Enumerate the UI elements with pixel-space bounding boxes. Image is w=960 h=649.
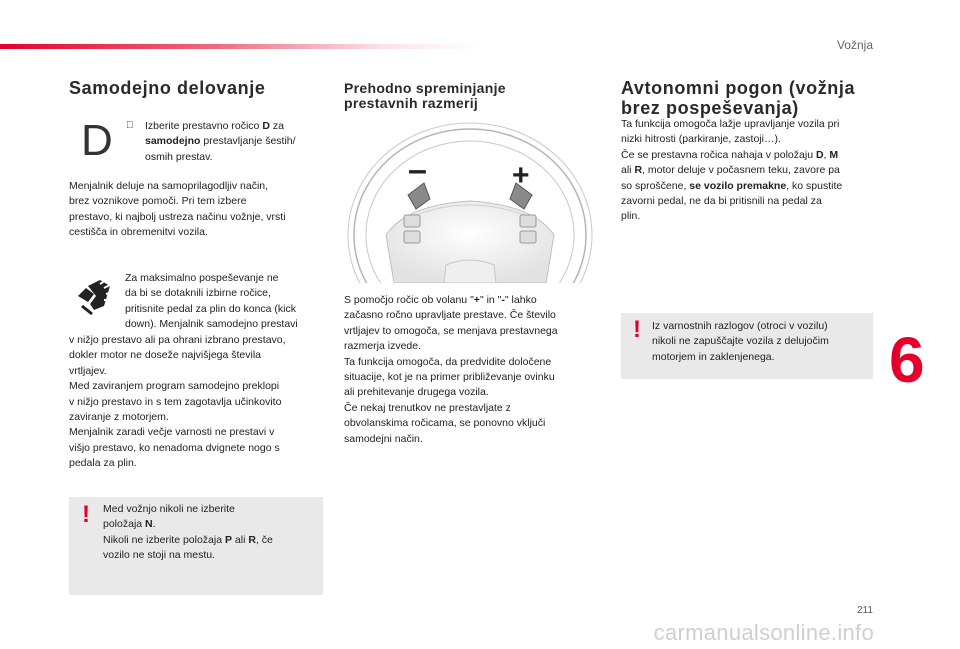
- paddles-text: S pomočjo ročic ob volanu "+" in "-" lahko začasno ročno upravljate prestave. Če število vrtljajev to omogoča, se menjava prestavnega razmerja izvede. Ta funkcija omogoča, da predvidite določene situacije, kot je na primer približevanje ovinku ali prehitevanje drugega vozila. Če nekaj trenutkov ne prestavljate z obvolanskima ročicama, se ponovno vključi samodejni način.: [344, 294, 558, 445]
- kickdown-text-indented: Za maksimalno pospeševanje ne da bi se dotaknili izbirne ročice, pritisnite pedal za plin do konca (kick down). Menjalnik samodejno prestavi: [125, 272, 298, 331]
- kickdown-pedal-icon: [74, 276, 118, 316]
- kickdown-text: v nižjo prestavo ali pa ohrani izbrano prestavo, dokler motor ne doseže najvišjega števila vrtljajev. Med zaviranjem program samodejno preklopi v nižjo prestavo in s tem zagotavlja učinkovito zaviranje z motorjem. Menjalnik zaradi večje varnosti ne prestavi v višjo prestavo, ko nenadoma dvignete nogo s pedala za plin.: [69, 334, 286, 470]
- plus-paddle-label: +: [512, 159, 530, 192]
- section-title: Vožnja: [836, 38, 873, 52]
- bullet-icon: [126, 120, 134, 131]
- warning-text-gear-selection: Med vožnjo nikoli ne izberite položaja N. Nikoli ne izberite položaja P ali R, če vozilo ne stoji na mestu.: [103, 503, 273, 562]
- header-accent-bar: [0, 44, 480, 49]
- warning-icon-2: !: [633, 316, 641, 343]
- creep-text: Ta funkcija omogoča lažje upravljanje vozila pri nizki hitrosti (parkiranje, zastoji…). Če se prestavna ročica nahaja v položaju D, M ali R, motor deluje v počasnem teku, zavore pa so sproščene, se vozilo premakne, ko spustite zavorni pedal, ne da bi pritisnili na pedal za plin.: [621, 118, 843, 223]
- watermark: carmanualsonline.info: [653, 620, 874, 645]
- warning-icon: !: [82, 501, 90, 528]
- paragraph-adaptive: Menjalnik deluje na samoprilagodljiv način, brez voznikove pomoči. Pri tem izbere prestavo, ki najbolj ustreza načinu vožnje, vrsti cestišča in obremenitvi vozila.: [69, 180, 286, 239]
- minus-paddle-label: –: [408, 151, 427, 189]
- select-d-text: Izberite prestavno ročico D za samodejno prestavljanje šestih/ osmih prestav.: [145, 120, 296, 163]
- title-automatic-operation: Samodejno delovanje: [69, 78, 266, 98]
- gear-d-symbol: D: [81, 116, 113, 165]
- page-number: 211: [857, 605, 873, 616]
- title-temporary-shifting: Prehodno spreminjanje prestavnih razmerij: [344, 80, 506, 111]
- chapter-number: 6: [889, 324, 925, 396]
- title-autonomous-drive: Avtonomni pogon (vožnja brez pospeševanja): [621, 78, 856, 118]
- steering-wheel-paddles-illustration: [346, 115, 594, 283]
- warning-text-unattended: Iz varnostnih razlogov (otroci v vozilu) nikoli ne zapuščajte vozila z delujočim motorjem in zaklenjenega.: [652, 320, 829, 363]
